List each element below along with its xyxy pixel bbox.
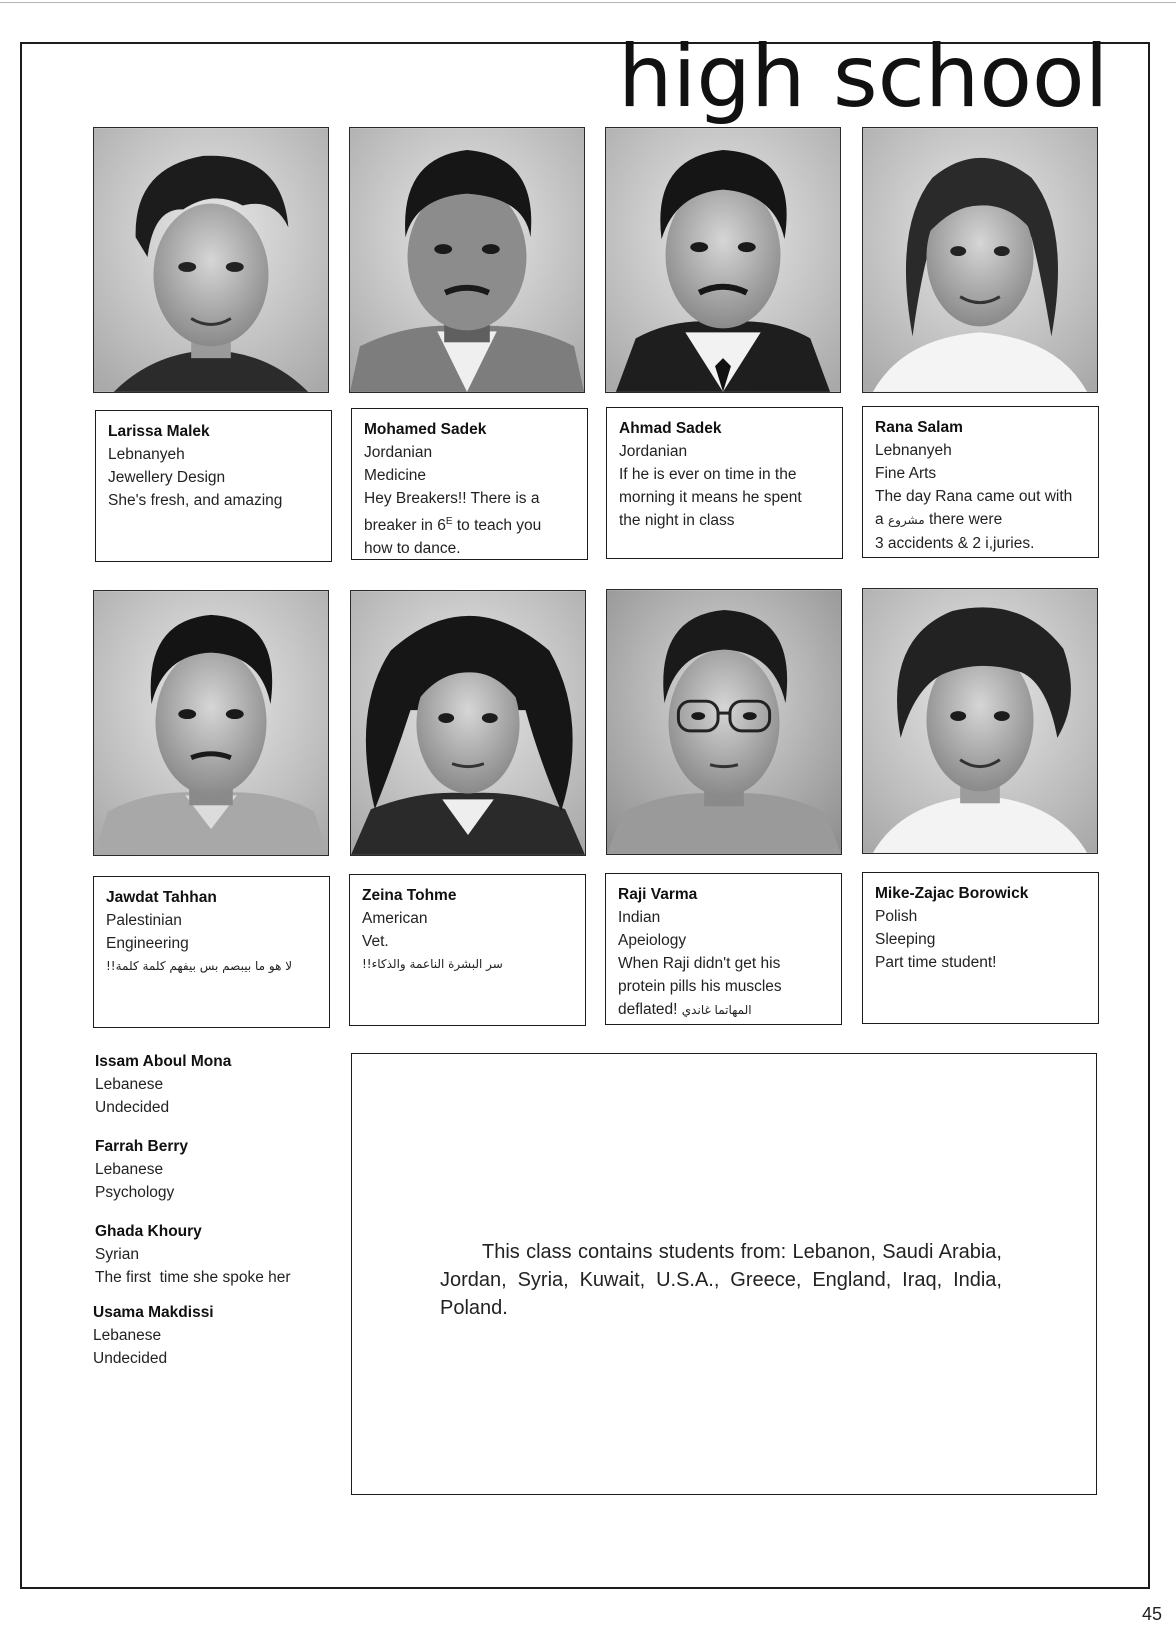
portrait-female-short-curly-hair-icon (94, 128, 328, 392)
student-comment-line: Hey Breakers!! There is a (364, 490, 540, 507)
page-top-rule (0, 2, 1176, 3)
student-nationality: Palestinian (106, 912, 182, 929)
portrait-male-mustache-tie-icon (606, 128, 840, 392)
portrait-female-long-hair-icon (863, 128, 1097, 392)
portrait-male-shaggy-hair-icon (863, 589, 1097, 853)
student-line: Undecided (95, 1099, 170, 1116)
class-note-text: This class contains students from: Lebanon, Saudi Arabia, Jordan, Syria, Kuwait, U.S.A., Greece, England, Iraq, India, Poland. (440, 1241, 1002, 1319)
student-field: Sleeping (875, 931, 936, 948)
portrait-male-mustache-sweater-icon (94, 591, 328, 855)
portrait-female-voluminous-hair-icon (351, 591, 585, 855)
student-comment-line: The day Rana came out with (875, 488, 1073, 505)
student-line: Psychology (95, 1184, 175, 1201)
student-name: Issam Aboul Mona (95, 1053, 232, 1070)
student-card (95, 410, 332, 562)
student-line: The first time she spoke her (95, 1269, 291, 1286)
student-comment-line: If he is ever on time in the (619, 466, 797, 483)
student-comment-line (875, 508, 1088, 532)
portrait-male-mustache-blazer-icon (350, 128, 584, 392)
student-photo (862, 127, 1098, 393)
comment-arabic: المهاتما غاندي (681, 1003, 752, 1017)
student-card (606, 407, 843, 559)
student-name: Jawdat Tahhan (106, 889, 217, 906)
student-name: Zeina Tohme (362, 887, 457, 904)
student-listing (93, 1301, 214, 1370)
student-photo (605, 127, 841, 393)
student-nationality: Polish (875, 908, 918, 925)
student-line: Syrian (95, 1246, 139, 1263)
student-comment-line: protein pills his muscles (618, 978, 782, 995)
student-nationality: Lebnanyeh (108, 446, 185, 463)
student-photo (93, 590, 329, 856)
student-line: Lebanese (95, 1076, 164, 1093)
student-photo (606, 589, 842, 855)
student-card (605, 873, 842, 1025)
student-name: Mohamed Sadek (364, 421, 487, 438)
student-listing (95, 1135, 188, 1204)
comment-text: a (875, 511, 888, 528)
student-photo (349, 127, 585, 393)
student-listing (95, 1050, 231, 1119)
page-number: 45 (1141, 1604, 1162, 1624)
student-nationality: Jordanian (619, 443, 688, 460)
student-photo (350, 590, 586, 856)
comment-arabic: مشروع (887, 513, 925, 527)
student-comment-line: the night in class (619, 512, 735, 529)
student-name: Usama Makdissi (93, 1304, 214, 1321)
page-title-handwritten (618, 27, 1109, 138)
page-title: high school (618, 27, 1109, 127)
student-field: Medicine (364, 467, 427, 484)
comment-text: there were (924, 511, 1003, 528)
student-comment: She's fresh, and amazing (108, 492, 283, 509)
student-name: Farrah Berry (95, 1138, 189, 1155)
student-line: Undecided (93, 1350, 168, 1367)
student-card (349, 874, 586, 1026)
student-comment-arabic: سر البشرة الناعمة والذكاء!! (362, 957, 503, 971)
student-listing (95, 1220, 291, 1289)
portrait-male-glasses-icon (607, 590, 841, 854)
student-nationality: American (362, 910, 428, 927)
student-card (351, 408, 588, 560)
comment-text: to teach you (452, 517, 542, 535)
student-line: Lebanese (95, 1161, 164, 1178)
student-line: Lebanese (93, 1327, 162, 1344)
student-card (93, 876, 330, 1028)
student-card (862, 872, 1099, 1024)
student-comment-line: morning it means he spent (619, 489, 802, 506)
student-name: Ghada Khoury (95, 1223, 202, 1240)
student-nationality: Jordanian (364, 444, 433, 461)
student-nationality: Lebnanyeh (875, 442, 952, 459)
student-field: Jewellery Design (108, 469, 226, 486)
student-field: Fine Arts (875, 465, 937, 482)
student-field: Engineering (106, 935, 189, 952)
student-comment-line: how to dance. (364, 540, 461, 558)
student-name: Larissa Malek (108, 423, 210, 440)
student-field: Vet. (362, 933, 389, 950)
student-comment-line (618, 998, 831, 1022)
student-name: Ahmad Sadek (619, 420, 722, 437)
comment-superscript: E (445, 516, 453, 527)
student-name: Raji Varma (618, 886, 698, 903)
student-photo (93, 127, 329, 393)
student-card (862, 406, 1099, 558)
student-comment: Part time student! (875, 954, 997, 971)
comment-text: breaker in 6 (364, 517, 446, 535)
student-comment-arabic: لا هو ما بيبصم بس بيفهم كلمة كلمة!! (106, 959, 293, 973)
student-name: Mike-Zajac Borowick (875, 885, 1029, 902)
student-comment-line: When Raji didn't get his (618, 955, 781, 972)
student-nationality: Indian (618, 909, 661, 926)
student-photo (862, 588, 1098, 854)
student-field: Apeiology (618, 932, 687, 949)
comment-text: deflated! (618, 1001, 682, 1018)
student-comment-line (364, 510, 577, 537)
student-name: Rana Salam (875, 419, 963, 436)
student-comment-line: 3 accidents & 2 i,juries. (875, 535, 1035, 552)
